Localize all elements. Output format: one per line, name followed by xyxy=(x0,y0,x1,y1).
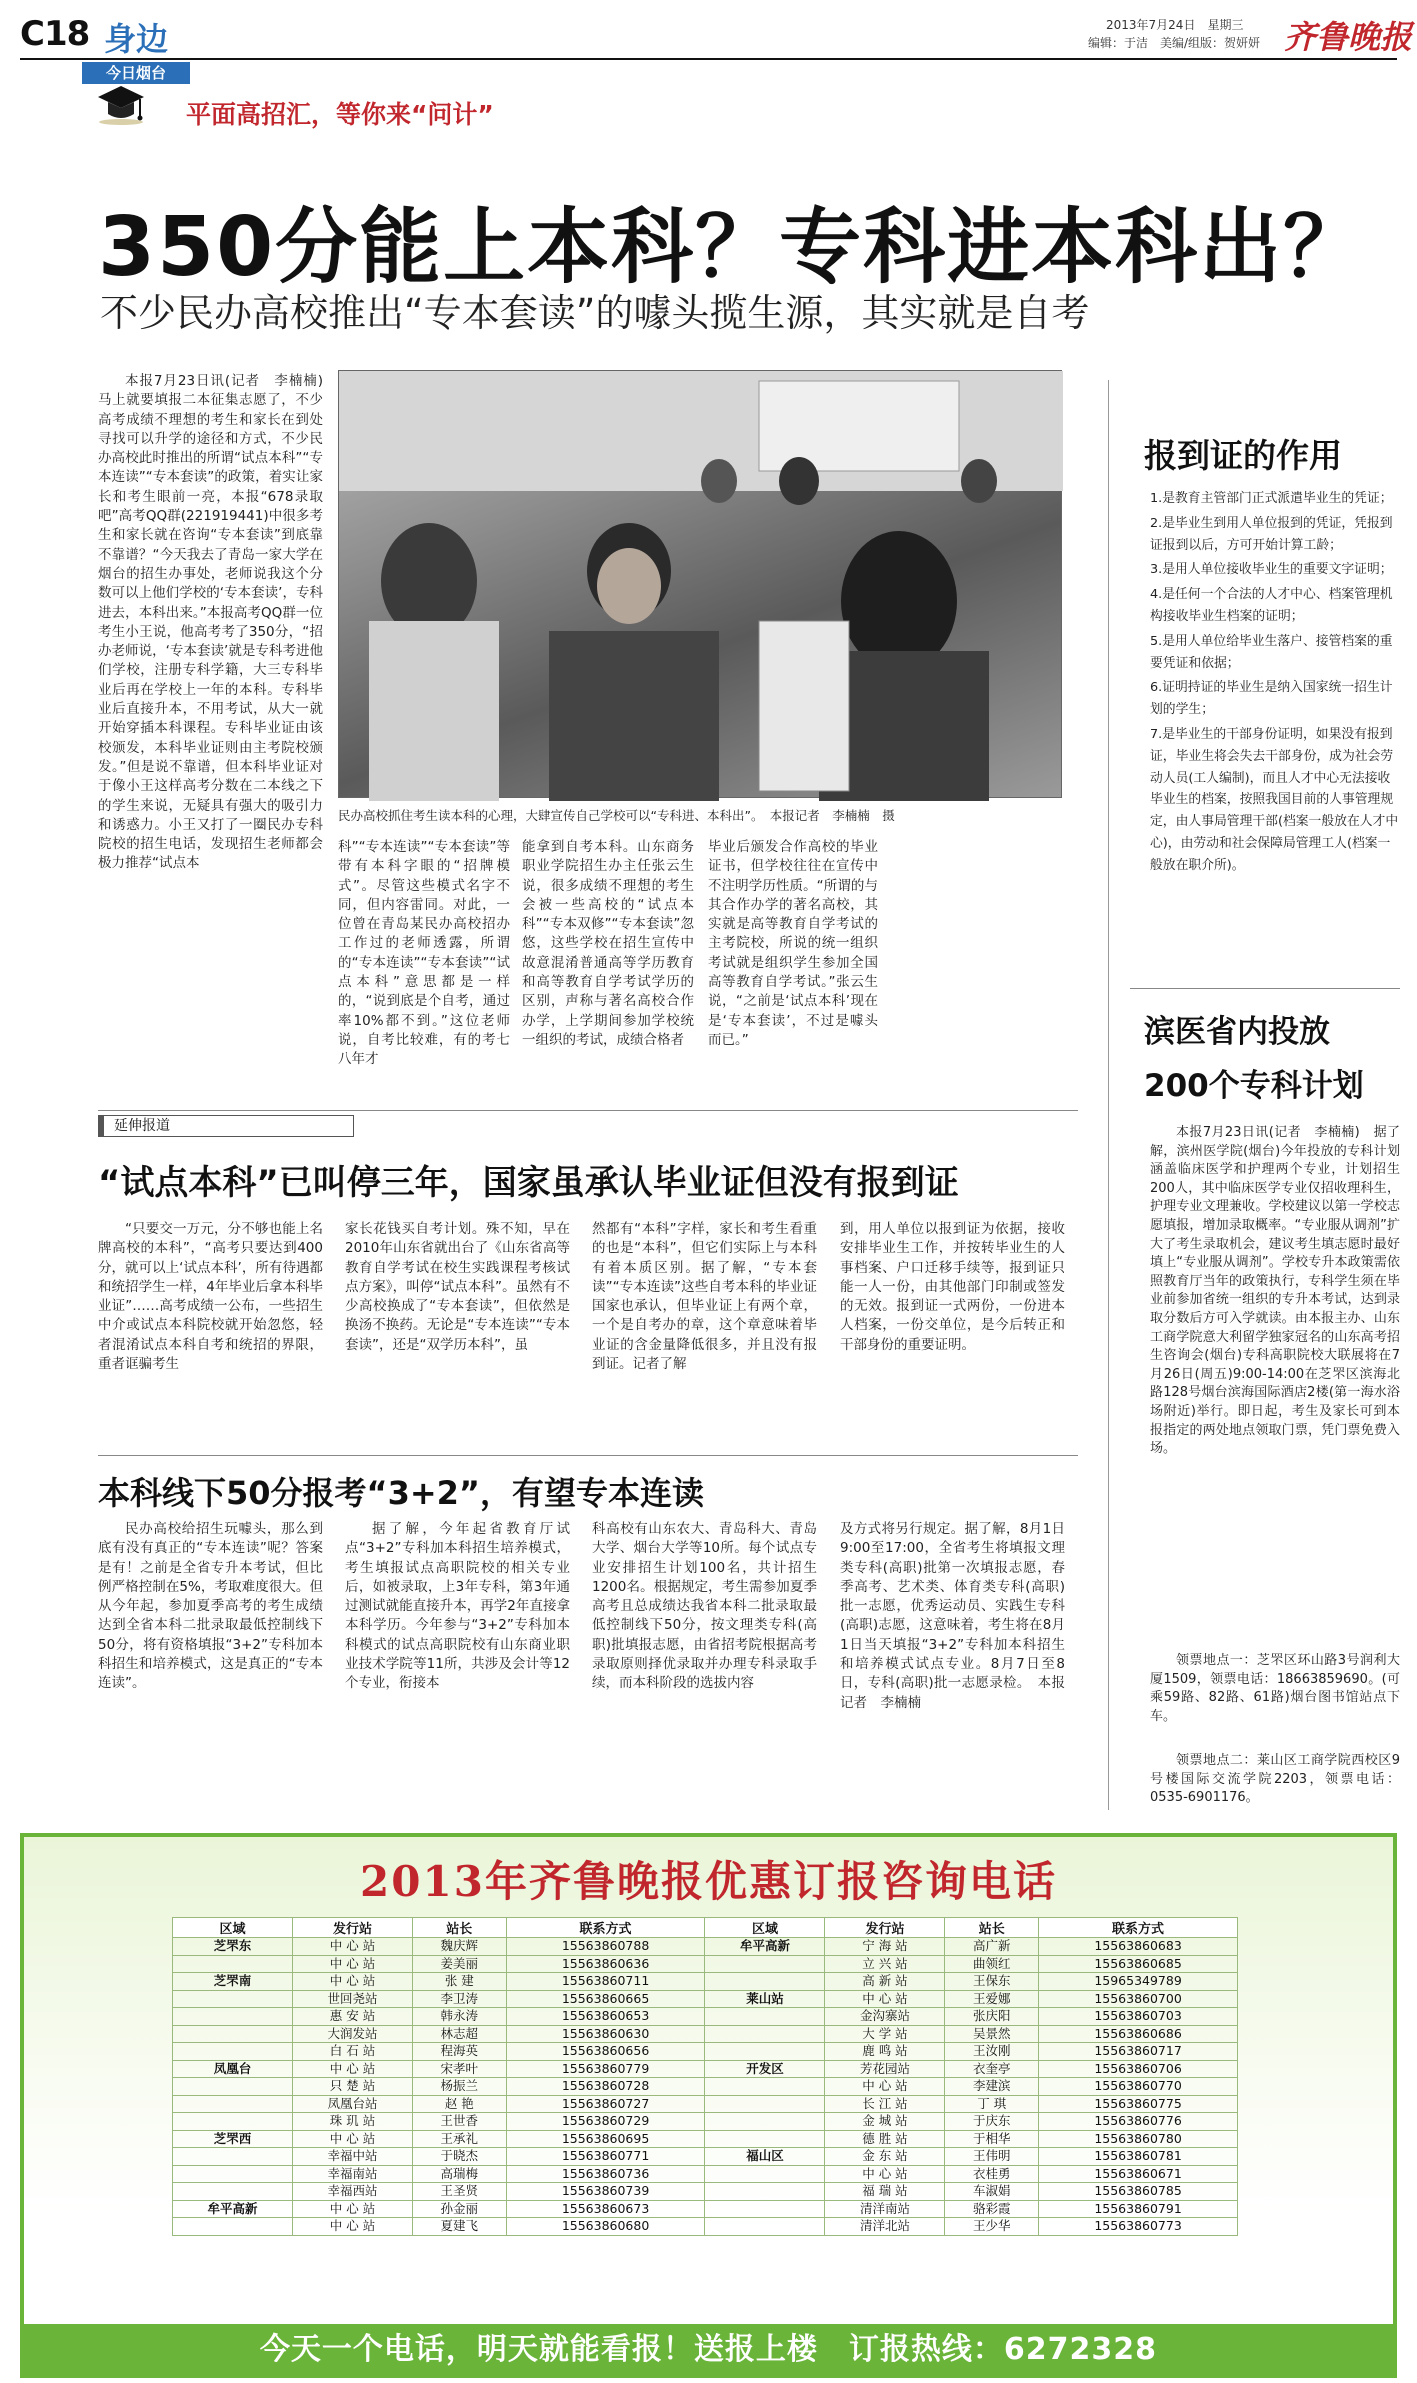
table-cell: 王汝刚 xyxy=(945,2043,1039,2061)
table-header-row xyxy=(173,1918,1238,1938)
table-cell: 孙金丽 xyxy=(412,2200,506,2218)
table-header-cell: 发行站 xyxy=(825,1918,945,1938)
s3-column-2 xyxy=(345,1520,570,1810)
article-text: 据了解，今年起省教育厅试点“3+2”专科加本科招生培养模式，考生填报试点高职院校的相关专业后，如被录取，上3年专科，第3年通过测试就能直接升本，再学2年直接拿本科学历。今年参与“3+2”专科加本科模式的试点高职院校有山东商业职业技术学院等11所，共涉及会计等12个专业，衔接本 xyxy=(345,1521,570,1692)
table-cell: 福山区 xyxy=(705,2148,825,2166)
table-cell: 15563860706 xyxy=(1039,2060,1238,2078)
column-separator xyxy=(1108,380,1109,1810)
table-cell: 开发区 xyxy=(705,2060,825,2078)
table-cell xyxy=(173,2148,293,2166)
table-cell xyxy=(173,2008,293,2026)
article-column-1 xyxy=(98,372,337,1072)
article-text: 科”“专本连读”“专本套读”等带有本科字眼的“招牌模式”。尽管这些模式名字不同，但内容雷同。对此，一位曾在青岛某民办高校招办工作过的老师透露，所谓的“专本连读”“专本套读”“试点本科”意思都是一样的，“说到底是个自考，通过率10%都不到。”这位老师说，自考比较难，有的考七八年才 xyxy=(338,839,510,1068)
table-cell: 15563860773 xyxy=(1039,2218,1238,2236)
section-title: 身边 xyxy=(104,20,169,58)
table-cell: 幸福南站 xyxy=(292,2165,412,2183)
certificate-roles-list xyxy=(1150,488,1400,880)
main-headline: 350分能上本科？专科进本科出？ xyxy=(98,200,1368,295)
subscription-ad xyxy=(20,1833,1397,2378)
article-text: “只要交一万元，分不够也能上名牌高校的本科”，“高考只要达到400分，就可以上‘试点本科’，所有待遇都和统招学生一样，4年毕业后拿本科毕业证”……高考成绩一公布，一些招生中介或试点本科院校就开始忽悠，轻者混淆试点本科自考和统招的界限，重者诓骗考生 xyxy=(98,1221,323,1373)
table-cell: 王爱娜 xyxy=(945,1990,1039,2008)
table-cell: 车淑娟 xyxy=(945,2183,1039,2201)
table-cell: 白 石 站 xyxy=(292,2043,412,2061)
subscription-table xyxy=(172,1917,1238,2236)
subsection-label: 今日烟台 xyxy=(82,62,190,84)
s3-column-3 xyxy=(592,1520,817,1810)
article-column-2 xyxy=(338,838,510,1073)
table-row xyxy=(173,2165,1238,2183)
table-cell: 15965349789 xyxy=(1039,1973,1238,1991)
table-cell: 只 楚 站 xyxy=(292,2078,412,2096)
table-cell: 中 心 站 xyxy=(292,2060,412,2078)
table-cell xyxy=(173,2025,293,2043)
table-cell: 宋孝叶 xyxy=(412,2060,506,2078)
editor-credit: 编辑：于洁 美编/组版：贺妍妍 xyxy=(1088,36,1261,50)
table-row xyxy=(173,2200,1238,2218)
table-cell xyxy=(705,2078,825,2096)
table-cell: 芳花园站 xyxy=(825,2060,945,2078)
table-cell: 15563860673 xyxy=(506,2200,705,2218)
section-divider xyxy=(98,1110,1078,1111)
header-divider xyxy=(20,58,1397,60)
table-header-cell: 联系方式 xyxy=(506,1918,705,1938)
table-cell: 15563860779 xyxy=(506,2060,705,2078)
s2-column-3 xyxy=(592,1220,817,1445)
table-row xyxy=(173,2130,1238,2148)
table-cell: 15563860776 xyxy=(1039,2113,1238,2131)
article-text: 领票地点一：芝罘区环山路3号润利大厦1509，领票电话：18663859690。(可乘59路、82路、61路)烟台图书馆站点下车。 xyxy=(1150,1653,1400,1724)
table-cell: 中 心 站 xyxy=(292,1973,412,1991)
table-cell: 15563860736 xyxy=(506,2165,705,2183)
section-headline-3: 本科线下50分报考“3+2”，有望专本连读 xyxy=(98,1474,704,1512)
table-cell: 中 心 站 xyxy=(825,2165,945,2183)
photo-caption: 民办高校抓住考生读本科的心理，大肆宣传自己学校可以“专科进、本科出”。 本报记者 李楠楠 摄 xyxy=(338,808,895,823)
table-cell: 中 心 站 xyxy=(292,2200,412,2218)
article-text: 能拿到自考本科。山东商务职业学院招生办主任张云生说，很多成绩不理想的考生会被一些高校的“试点本科”“专本双修”“专本套读”忽悠，这些学校在招生宣传中故意混淆普通高等学历教育和高等教育自学考试学历的区别，声称与著名高校合作办学，上学期间参加学校统一组织的考试，成绩合格者 xyxy=(522,839,694,1048)
table-cell: 莱山站 xyxy=(705,1990,825,2008)
table-cell: 15563860630 xyxy=(506,2025,705,2043)
sidebar-divider xyxy=(1130,988,1400,989)
table-row xyxy=(173,2095,1238,2113)
article-text: 然都有“本科”字样，家长和考生看重的也是“本科”，但它们实际上与本科有着本质区别。据了解，“专本套读”“专本连读”这些自考本科的毕业证国家也承认，但毕业证上有两个章，一个是自考办的章，这个章意味着毕业证的含金量降低很多，并且没有报到证。记者了解 xyxy=(592,1221,817,1373)
table-cell xyxy=(173,2078,293,2096)
table-cell: 张 建 xyxy=(412,1973,506,1991)
table-cell: 大 学 站 xyxy=(825,2025,945,2043)
table-header-cell: 区域 xyxy=(173,1918,293,1938)
table-cell: 15563860636 xyxy=(506,1955,705,1973)
newspaper-logo: 齐鲁晚报 xyxy=(1284,18,1413,56)
column-tagline: 平面高招汇，等你来“问计” xyxy=(186,100,494,129)
table-cell xyxy=(705,2113,825,2131)
article-text: 及方式将另行规定。据了解，8月1日9:00至17:00，全省考生将填报文理类专科(高职)批第一次填报志愿，春季高考、艺术类、体育类专科(高职)批一志愿，优秀运动员、实践生专科(高职)志愿，这意味着，考生将在8月1日当天填报“3+2”专科加本科招生和培养模式试点专业。8月7日至8日，专科(高职)批一志愿录检。 本报记者 李楠楠 xyxy=(840,1521,1065,1711)
table-cell: 幸福中站 xyxy=(292,2148,412,2166)
news-photo xyxy=(338,370,1062,798)
s3-column-4 xyxy=(840,1520,1065,1810)
table-cell xyxy=(705,2025,825,2043)
table-cell: 衣桂勇 xyxy=(945,2165,1039,2183)
table-header-cell: 站长 xyxy=(945,1918,1039,1938)
table-cell xyxy=(705,2183,825,2201)
extended-report-label: 延伸报道 xyxy=(98,1115,354,1137)
sidebar-title-certificate: 报到证的作用 xyxy=(1144,436,1342,475)
table-cell: 金 东 站 xyxy=(825,2148,945,2166)
table-cell: 芝罘南 xyxy=(173,1973,293,1991)
table-cell: 丁 琪 xyxy=(945,2095,1039,2113)
table-cell: 清洋南站 xyxy=(825,2200,945,2218)
table-cell: 杨振兰 xyxy=(412,2078,506,2096)
table-cell: 15563860728 xyxy=(506,2078,705,2096)
table-header-cell: 联系方式 xyxy=(1039,1918,1238,1938)
table-cell: 夏建飞 xyxy=(412,2218,506,2236)
table-cell: 大润发站 xyxy=(292,2025,412,2043)
table-cell: 15563860781 xyxy=(1039,2148,1238,2166)
table-cell: 15563860785 xyxy=(1039,2183,1238,2201)
table-cell: 李卫涛 xyxy=(412,1990,506,2008)
table-cell: 于晓杰 xyxy=(412,2148,506,2166)
table-cell: 长 江 站 xyxy=(825,2095,945,2113)
table-cell: 凤凰台 xyxy=(173,2060,293,2078)
table-cell: 中 心 站 xyxy=(292,2218,412,2236)
table-cell: 牟平高新 xyxy=(705,1938,825,1956)
table-cell: 张庆阳 xyxy=(945,2008,1039,2026)
table-cell: 15563860780 xyxy=(1039,2130,1238,2148)
table-row xyxy=(173,2218,1238,2236)
table-cell: 15563860770 xyxy=(1039,2078,1238,2096)
list-item: 4.是任何一个合法的人才中心、档案管理机构接收毕业生档案的证明； xyxy=(1150,587,1393,624)
table-cell: 世回尧站 xyxy=(292,1990,412,2008)
table-cell: 芝罘东 xyxy=(173,1938,293,1956)
table-cell: 赵 艳 xyxy=(412,2095,506,2113)
table-cell xyxy=(173,2165,293,2183)
table-cell: 15563860683 xyxy=(1039,1938,1238,1956)
table-cell: 中 心 站 xyxy=(292,2130,412,2148)
table-cell: 韩永涛 xyxy=(412,2008,506,2026)
ticket-location-1 xyxy=(1150,1652,1400,1752)
table-cell: 王世香 xyxy=(412,2113,506,2131)
table-cell: 珠 玑 站 xyxy=(292,2113,412,2131)
table-cell: 金沟寨站 xyxy=(825,2008,945,2026)
table-cell: 林志超 xyxy=(412,2025,506,2043)
table-cell: 德 胜 站 xyxy=(825,2130,945,2148)
table-cell xyxy=(705,2200,825,2218)
article-text: 领票地点二：莱山区工商学院西校区9号楼国际交流学院2203，领票电话：0535-6901176。 xyxy=(1150,1753,1400,1806)
table-cell xyxy=(173,2113,293,2131)
table-cell: 衣奎亭 xyxy=(945,2060,1039,2078)
table-cell xyxy=(705,2165,825,2183)
table-cell xyxy=(173,2218,293,2236)
article-text: 民办高校给招生玩噱头，那么到底有没有真正的“专本连读”呢？答案是有！之前是全省专升本考试，但比例严格控制在5%，考取难度很大。但从今年起，参加夏季高考的考生成绩达到全省本科二批录取最低控制线下50分，将有资格填报“3+2”专科加本科招生和培养模式，这是真正的“专本连读”。 xyxy=(98,1521,323,1692)
table-cell: 高广新 xyxy=(945,1938,1039,1956)
publish-date: 2013年7月24日 星期三 xyxy=(1106,18,1244,32)
table-cell: 15563860727 xyxy=(506,2095,705,2113)
table-cell: 惠 安 站 xyxy=(292,2008,412,2026)
table-row xyxy=(173,1955,1238,1973)
table-cell: 15563860717 xyxy=(1039,2043,1238,2061)
list-item: 7.是毕业生的干部身份证明，如果没有报到证，毕业生将会失去干部身份，成为社会劳动人员(工人编制)，而且人才中心无法接收毕业生的档案，按照我国目前的人事管理规定，由人事局管理干部(档案一般放在人才中心)，由劳动和社会保障局管理工人(档案一般放在职介所)。 xyxy=(1150,726,1399,873)
sidebar-title-binyi-1: 滨医省内投放 xyxy=(1144,1014,1330,1050)
table-cell: 15563860671 xyxy=(1039,2165,1238,2183)
table-cell: 李建滨 xyxy=(945,2078,1039,2096)
table-row xyxy=(173,2183,1238,2201)
table-row xyxy=(173,2043,1238,2061)
table-cell xyxy=(705,2130,825,2148)
table-cell: 魏庆辉 xyxy=(412,1938,506,1956)
article-text: 毕业后颁发合作高校的毕业证书，但学校往往在宣传中不注明学历性质。“所谓的与其合作办学的著名高校，其实就是高等教育自学考试的主考院校，所说的统一组织考试就是组织学生参加全国高等教育自学考试。”张云生说，“之前是‘试点本科’现在是‘专本套读’，不过是噱头而已。” xyxy=(708,839,878,1048)
table-cell: 15563860700 xyxy=(1039,1990,1238,2008)
s3-column-1 xyxy=(98,1520,323,1810)
table-cell: 15563860711 xyxy=(506,1973,705,1991)
s2-column-2 xyxy=(345,1220,570,1445)
table-row xyxy=(173,2148,1238,2166)
table-cell: 15563860775 xyxy=(1039,2095,1238,2113)
list-item: 5.是用人单位给毕业生落户、接管档案的重要凭证和依据； xyxy=(1150,633,1393,671)
table-cell: 高瑞梅 xyxy=(412,2165,506,2183)
table-cell: 15563860729 xyxy=(506,2113,705,2131)
table-cell: 15563860695 xyxy=(506,2130,705,2148)
table-cell: 王伟明 xyxy=(945,2148,1039,2166)
table-cell: 王少华 xyxy=(945,2218,1039,2236)
table-cell xyxy=(173,1990,293,2008)
table-header-cell: 站长 xyxy=(412,1918,506,1938)
table-cell: 中 心 站 xyxy=(825,2078,945,2096)
s2-column-4 xyxy=(840,1220,1065,1445)
article-column-3 xyxy=(522,838,694,1073)
table-cell: 金 城 站 xyxy=(825,2113,945,2131)
ad-title: 2013年齐鲁晚报优惠订报咨询电话 xyxy=(360,1857,1057,1906)
table-cell: 中 心 站 xyxy=(292,1955,412,1973)
table-cell: 15563860771 xyxy=(506,2148,705,2166)
table-cell: 王承礼 xyxy=(412,2130,506,2148)
table-row xyxy=(173,2113,1238,2131)
table-header-cell: 区域 xyxy=(705,1918,825,1938)
table-cell: 高 新 站 xyxy=(825,1973,945,1991)
page-number: C18 xyxy=(20,14,90,54)
table-cell xyxy=(705,2008,825,2026)
list-item: 2.是毕业生到用人单位报到的凭证，凭报到证报到以后，方可开始计算工龄； xyxy=(1150,515,1393,553)
article-column-4 xyxy=(708,838,878,1073)
table-cell xyxy=(705,1973,825,1991)
table-row xyxy=(173,1990,1238,2008)
table-cell: 牟平高新 xyxy=(173,2200,293,2218)
article-text: 到，用人单位以报到证为依据，接收安排毕业生工作，并按转毕业生的人事档案、户口迁移手续等，报到证只能一人一份，由其他部门印制或签发的无效。报到证一式两份，一份进本人档案，一份交单位，是今后转正和干部身份的重要证明。 xyxy=(840,1221,1065,1353)
table-row xyxy=(173,1938,1238,1956)
table-cell: 15563860703 xyxy=(1039,2008,1238,2026)
table-cell xyxy=(173,2095,293,2113)
section-divider xyxy=(98,1455,1078,1456)
table-row xyxy=(173,2078,1238,2096)
table-cell: 凤凰台站 xyxy=(292,2095,412,2113)
list-item: 1.是教育主管部门正式派遣毕业生的凭证； xyxy=(1150,491,1393,506)
table-cell xyxy=(705,2095,825,2113)
table-cell: 于相华 xyxy=(945,2130,1039,2148)
table-header-cell: 发行站 xyxy=(292,1918,412,1938)
table-cell xyxy=(173,1955,293,1973)
table-cell: 曲领红 xyxy=(945,1955,1039,1973)
table-cell: 15563860665 xyxy=(506,1990,705,2008)
table-row xyxy=(173,1973,1238,1991)
table-cell xyxy=(173,2043,293,2061)
table-cell xyxy=(705,2043,825,2061)
article-column-5 xyxy=(890,838,1062,1073)
article-text: 家长花钱买自考计划。殊不知，早在2010年山东省就出台了《山东省高等教育自学考试在校生实践课程考核试点方案》，叫停“试点本科”。虽然有不少高校换成了“专本套读”，但依然是换汤不换药。无论是“专本连读”“专本套读”，还是“双学历本科”，虽 xyxy=(345,1221,570,1353)
table-cell: 15563860739 xyxy=(506,2183,705,2201)
section-headline-2: “试点本科”已叫停三年，国家虽承认毕业证但没有报到证 xyxy=(98,1163,959,1203)
sub-headline: 不少民办高校推出“专本套读”的噱头揽生源，其实就是自考 xyxy=(100,291,1090,335)
table-cell: 王圣贤 xyxy=(412,2183,506,2201)
list-item: 3.是用人单位接收毕业生的重要文字证明； xyxy=(1150,562,1393,578)
graduation-cap-icon xyxy=(96,82,146,126)
table-cell: 福 瑞 站 xyxy=(825,2183,945,2201)
table-cell: 立 兴 站 xyxy=(825,1955,945,1973)
table-cell: 芝罘西 xyxy=(173,2130,293,2148)
table-cell: 15563860656 xyxy=(506,2043,705,2061)
table-cell: 15563860685 xyxy=(1039,1955,1238,1973)
table-cell: 15563860791 xyxy=(1039,2200,1238,2218)
list-item: 6.证明持证的毕业生是纳入国家统一招生计划的学生； xyxy=(1150,680,1393,718)
table-cell xyxy=(705,2218,825,2236)
table-cell: 15563860653 xyxy=(506,2008,705,2026)
table-cell: 15563860686 xyxy=(1039,2025,1238,2043)
article-text: 本报7月23日讯(记者 李楠楠) 据了解，滨州医学院(烟台)今年投放的专科计划涵盖临床医学和护理两个专业，计划招生200人，其中临床医学专业仅招收理科生，护理专业文理兼收。学校建议以第一学校志愿填报，增加录取概率。“专业服从调剂”扩大了考生录取机会，建议考生填志愿时最好填上“专业服从调剂”。学校专升本政策需依照教育厅当年的政策执行，专科学生须在毕业前参加省统一组织的专升本考试，达到录取分数后方可入学就读。由本报主办、山东工商学院意大利留学独家冠名的山东高考招生咨询会(烟台)专科高职院校大联展将在7月26日(周五)9:00-14:00在芝罘区滨海北路128号烟台滨海国际酒店2楼(第一海水浴场附近)举行。即日起，考生及家长可到本报指定的两处地点领取门票，凭门票免费入场。 xyxy=(1150,1125,1400,1457)
table-cell: 15563860788 xyxy=(506,1938,705,1956)
article-text: 本报7月23日讯(记者 李楠楠) 马上就要填报二本征集志愿了，不少高考成绩不理想的考生和家长在到处寻找可以升学的途径和方式，不少民办高校此时推出的所谓“试点本科”“专本连读”“专本套读”的政策，着实让家长和考生眼前一亮，本报“678录取吧”高考QQ群(221919441)中很多考生和家长就在咨询“专本套读”到底靠不靠谱？“今天我去了青岛一家大学在烟台的招生办事处，老师说我这个分数可以上他们学校的‘专本套读’，专科进去，本科出来。”本报高考QQ群一位考生小王说，他高考考了350分，“招办老师说，‘专本套读’就是专科考进他们学校，注册专科学籍，大三专科毕业后再在学校上一年的本科。专科毕业后直接升本，不用考试，从大一就开始穿插本科课程。专科毕业证由该校颁发，本科毕业证则由主考院校颁发。”但是说不靠谱，但本科毕业证对于像小王这样高考分数在二本线之下的学生来说，无疑具有强大的吸引力和诱惑力。小王又打了一圈民办专科院校的招生电话，发现招生老师都会极力推荐“试点本 xyxy=(98,373,337,872)
table-cell: 中 心 站 xyxy=(825,1990,945,2008)
s2-column-1 xyxy=(98,1220,323,1445)
table-cell: 宁 海 站 xyxy=(825,1938,945,1956)
table-cell: 鹿 鸣 站 xyxy=(825,2043,945,2061)
table-row xyxy=(173,2060,1238,2078)
table-cell xyxy=(173,2183,293,2201)
table-cell: 程海英 xyxy=(412,2043,506,2061)
table-cell: 15563860680 xyxy=(506,2218,705,2236)
table-cell: 清洋北站 xyxy=(825,2218,945,2236)
table-cell: 王保东 xyxy=(945,1973,1039,1991)
table-cell: 幸福西站 xyxy=(292,2183,412,2201)
table-row xyxy=(173,2025,1238,2043)
photo-illustration xyxy=(339,371,1063,799)
table-row xyxy=(173,2008,1238,2026)
table-cell: 于庆东 xyxy=(945,2113,1039,2131)
table-cell: 姜美丽 xyxy=(412,1955,506,1973)
table-cell: 中 心 站 xyxy=(292,1938,412,1956)
table-cell: 骆彩霞 xyxy=(945,2200,1039,2218)
sidebar-news-text xyxy=(1150,1124,1400,1644)
subscription-hotline: 今天一个电话，明天就能看报！送报上楼 订报热线：6272328 xyxy=(259,2332,1158,2367)
article-text: 科高校有山东农大、青岛科大、青岛大学、烟台大学等10所。每个试点专业安排招生计划100名，共计招生1200名。根据规定，考生需参加夏季高考且总成绩达我省本科二批录取最低控制线下50分，按文理类专科(高职)批填报志愿，由省招考院根据高考录取原则择优录取并办理专科录取手续，而本科阶段的选拔内容 xyxy=(592,1521,817,1692)
table-cell: 吴景然 xyxy=(945,2025,1039,2043)
ticket-location-2 xyxy=(1150,1752,1400,1812)
sidebar-title-binyi-2: 200个专科计划 xyxy=(1144,1068,1364,1104)
table-cell xyxy=(705,1955,825,1973)
